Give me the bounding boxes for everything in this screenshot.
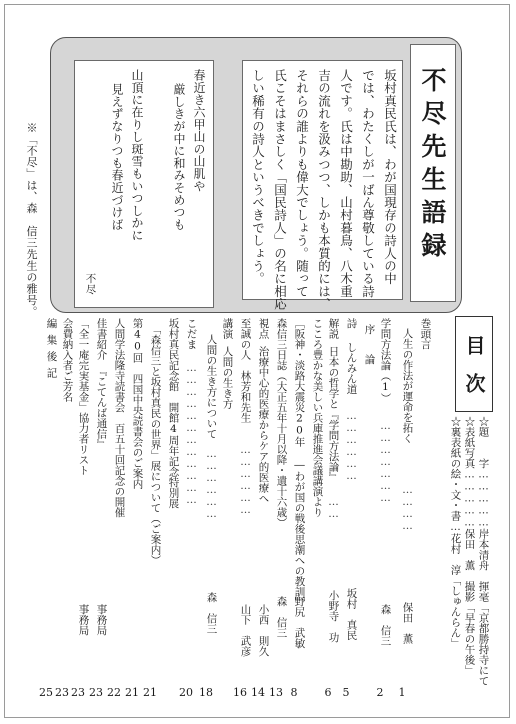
page-number: 18: [199, 686, 213, 699]
toc-author: 森 信三: [379, 604, 392, 646]
toc-title: 佳書紹介 『こてんば通信』: [95, 318, 108, 450]
essay-line: 人です。氏は中勘助、山村暮鳥、八木重: [338, 69, 354, 298]
toc-author: 保田 薫: [401, 602, 414, 644]
toc-title: しんみん道: [345, 342, 358, 395]
poem-line: 山頂に在りし斑雪もいつしかに: [130, 69, 144, 242]
essay-line: それらの誰よりも偉大でしょう。随って: [294, 69, 310, 298]
toc-heading: 目次: [462, 335, 486, 411]
page-number: 2: [376, 686, 384, 699]
page-number: 21: [143, 686, 157, 699]
toc-label: 序: [363, 324, 376, 335]
page-number: 25: [39, 686, 53, 699]
toc-author: 山下 武彦: [239, 604, 252, 657]
toc-author: 野尻 武敏: [293, 596, 306, 649]
toc-title: 人間学法隆寺読書会 百五十回記念の開催: [113, 318, 126, 518]
title-box: [410, 44, 456, 302]
toc-title: 森信三日誌（大正五年十月以降・遺十六歳）: [275, 318, 288, 528]
page-number: 6: [324, 686, 332, 699]
toc-title: こころ豊かな美しい兵庫推進会議講演より: [311, 318, 324, 518]
toc-title: 第40回 四国中央読書会のご案内: [131, 318, 144, 489]
page-number: 5: [342, 686, 350, 699]
essay-line: 氏こそはまさしく「国民詩人」の名に相応: [272, 69, 288, 311]
toc-title: こだま: [185, 318, 198, 350]
essay-line: 坂村真民氏は、わが国現存の詩人の中: [382, 69, 398, 285]
leader-dots: …………………: [379, 420, 392, 504]
leader-dots: ………………………………: [185, 362, 198, 506]
cover-note: ☆表紙写真……………保田 薫 撮影「早春の午後」: [463, 416, 476, 676]
toc-title: 「森信三と坂村真民の世界」展について（ご案内）: [149, 324, 162, 566]
toc-title: ［阪神・淡路大震災20年 ―わが国の戦後思潮への教訓］: [293, 318, 306, 608]
toc-author: 事務局: [77, 604, 90, 636]
essay-line: しい稀有の詩人というべきでしょう。: [250, 69, 266, 285]
leader-dots: ………………: [345, 410, 358, 482]
page-number: 23: [55, 686, 69, 699]
essay-line: では、わたくしが一ばん尊敬している詩: [360, 69, 376, 298]
toc-title: 人間の生き方について: [205, 334, 218, 439]
poem-signature: 不尽: [84, 273, 97, 295]
leader-dots: ………………: [239, 444, 252, 516]
page-number: 13: [269, 686, 283, 699]
poem-line: 春近き六甲山の山肌や: [192, 69, 206, 192]
toc-title: 日本の哲学と『学問方法論』: [327, 346, 340, 483]
toc-author: 坂村 真民: [345, 588, 358, 641]
toc-label: 巻頭言: [419, 318, 432, 350]
toc-label: 解説: [327, 318, 340, 339]
toc-title: 人生の作法が運命を拓く: [401, 328, 414, 444]
page-number: 21: [125, 686, 139, 699]
toc-title: 人間の生き方: [221, 346, 234, 409]
toc-author: 事務局: [95, 604, 108, 636]
toc-title: 会費納入者ご芳名: [61, 318, 74, 402]
toc-author: 森 信三: [205, 592, 218, 634]
toc-title: 編集後記: [45, 318, 58, 384]
toc-title: 至誠の人 林芳和先生: [239, 318, 252, 423]
page-number: 1: [398, 686, 406, 699]
toc-author: 小野寺 功: [327, 590, 340, 643]
toc-title: 坂村真民記念館 開館4周年記念特別展: [167, 318, 180, 509]
essay-box: [242, 60, 403, 311]
toc-title: 学問方法論（1）: [379, 318, 392, 404]
leader-dots: ……: [327, 496, 340, 520]
toc-author: 小西 則久: [257, 604, 270, 657]
cover-note: ☆題 字……………岸本清舟 揮毫「京都勝持寺にて: [477, 416, 490, 686]
toc-heading-box: [455, 316, 493, 412]
toc-label: 詩: [345, 318, 358, 329]
toc-title: 論: [363, 354, 376, 365]
toc-author: 森 信三: [275, 596, 288, 638]
page-number: 22: [107, 686, 121, 699]
page-number: 16: [233, 686, 247, 699]
cover-note: ☆裏表紙の絵・文・書…花村 淳「しゅんらん」: [449, 416, 462, 649]
toc-title: 「全一庵完実基金」協力者リスト: [77, 318, 90, 476]
essay-line: 吉の流れを汲みつつ、しかも本質的には、: [316, 69, 332, 311]
poem-line: 厳しきが中に和みそめつも: [172, 83, 186, 231]
page-number: 14: [251, 686, 265, 699]
leader-dots: …………: [401, 484, 414, 532]
poem-box: [74, 60, 214, 308]
page-number: 20: [179, 686, 193, 699]
page-number: 8: [290, 686, 298, 699]
page-number: 23: [89, 686, 103, 699]
leader-dots: ………………: [205, 448, 218, 520]
toc-label: 視点: [257, 318, 270, 339]
side-note: ※「不尽」は、森 信三先生の雅号。: [25, 122, 38, 318]
page-title: 不尽先生語録: [418, 67, 447, 265]
poem-line: 見えずなりつも春近づけば: [110, 83, 124, 231]
page-number: 23: [71, 686, 85, 699]
toc-label: 講演: [221, 318, 234, 339]
toc-title: 治療中心的医療からケア的医療へ: [257, 346, 270, 504]
